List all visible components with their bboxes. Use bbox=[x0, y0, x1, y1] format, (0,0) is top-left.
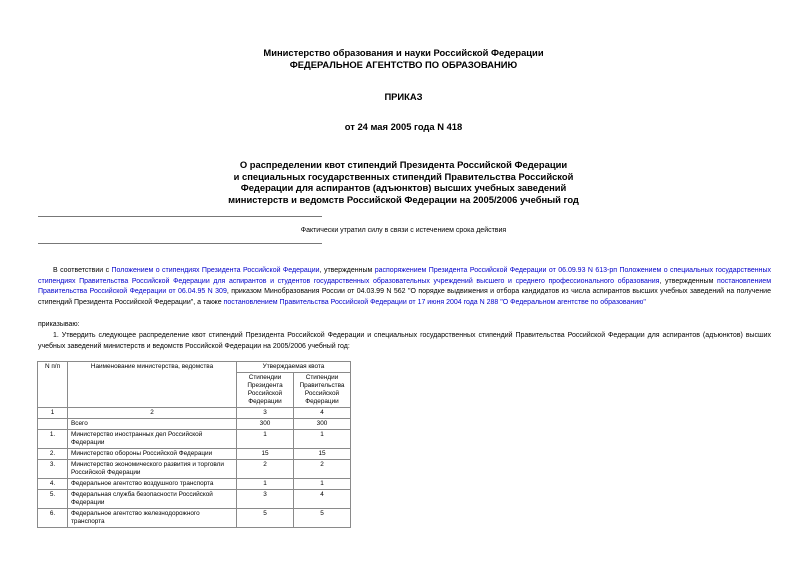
item-1-paragraph: 1. Утвердить следующее распределение квот стипендий Президента Российской Федерации и специальных государственных стипендий Правительства Российской Федерации для аспирантов (адъюнктов) высших учебных заведений министерств и ведомств Российской Федерации на 2005/2006 учебный год: bbox=[38, 332, 771, 350]
table-header-row bbox=[38, 362, 351, 373]
divider-bottom bbox=[38, 243, 322, 244]
header-num: N п/п bbox=[38, 362, 68, 408]
header-president-stipend: Стипендии Президента Российской Федерации bbox=[237, 373, 294, 408]
quota-table bbox=[37, 361, 351, 528]
preamble-text: , утвержденным bbox=[659, 277, 718, 285]
header-quota: Утверждаемая квота bbox=[237, 362, 351, 373]
row-government-value: 1 bbox=[294, 479, 351, 490]
link-government-decree-309[interactable]: постановлением Правительства Российской Федерации от 06.04.95 N 309 bbox=[38, 277, 772, 296]
row-president-value: 15 bbox=[237, 449, 294, 460]
row-president-value: 2 bbox=[237, 460, 294, 479]
row-number: 2. bbox=[38, 449, 68, 460]
table-row bbox=[38, 430, 351, 449]
divider-top bbox=[38, 216, 322, 217]
row-president-value: 5 bbox=[237, 509, 294, 528]
index-cell: 4 bbox=[294, 408, 351, 419]
table-row bbox=[38, 509, 351, 528]
table-row bbox=[38, 419, 351, 430]
row-name: Федеральная служба безопасности Российской Федерации bbox=[68, 490, 237, 509]
index-cell: 2 bbox=[68, 408, 237, 419]
link-president-regulation[interactable]: Положением о стипендиях Президента Российской Федерации bbox=[111, 267, 320, 274]
link-government-decree-288[interactable]: постановлением Правительства Российской Федерации от 17 июня 2004 года N 288 "О Федеральном агентстве по образованию" bbox=[223, 299, 646, 307]
row-government-value: 4 bbox=[294, 490, 351, 509]
header-name: Наименование министерства, ведомства bbox=[68, 362, 237, 408]
document-type: ПРИКАЗ bbox=[384, 91, 423, 102]
table-row bbox=[38, 490, 351, 509]
link-government-regulation[interactable]: Положением о специальных государственных стипендиях Правительства Российской Федерации для аспирантов и студентов государственных образовательных учреждений высшего и среднего профессионального образования bbox=[38, 267, 771, 285]
row-number: 6. bbox=[38, 509, 68, 528]
row-president-value: 1 bbox=[237, 479, 294, 490]
row-name: Всего bbox=[68, 419, 237, 430]
agency-name: ФЕДЕРАЛЬНОЕ АГЕНТСТВО ПО ОБРАЗОВАНИЮ bbox=[289, 58, 518, 70]
row-government-value: 2 bbox=[294, 460, 351, 479]
row-name: Министерство экономического развития и торговли Российской Федерации bbox=[68, 460, 237, 479]
row-president-value: 3 bbox=[237, 490, 294, 509]
link-president-order[interactable]: распоряжением Президента Российской Федерации от 06.09.93 N 613-рп bbox=[374, 267, 618, 274]
row-president-value: 1 bbox=[237, 430, 294, 449]
row-government-value: 300 bbox=[294, 419, 351, 430]
document-date: от 24 мая 2005 года N 418 bbox=[344, 121, 463, 132]
table-row bbox=[38, 479, 351, 490]
status-note: Фактически утратил силу в связи с истечением срока действия bbox=[300, 227, 507, 234]
index-cell: 1 bbox=[38, 408, 68, 419]
document-title bbox=[0, 159, 807, 205]
preamble-text: В соответствии с bbox=[53, 267, 112, 274]
preamble-text: , утвержденным bbox=[319, 267, 375, 274]
title-line: О распределении квот стипендий Президента Российской Федерации bbox=[239, 159, 568, 170]
row-government-value: 15 bbox=[294, 449, 351, 460]
title-line: министерств и ведомств Российской Федерации на 2005/2006 учебный год bbox=[228, 193, 579, 205]
title-line: Федерации для аспирантов (адъюнктов) высших учебных заведений bbox=[240, 182, 567, 194]
row-government-value: 5 bbox=[294, 509, 351, 528]
row-number: 5. bbox=[38, 490, 68, 509]
table-row bbox=[38, 449, 351, 460]
header-government-stipend: Стипендии Правительства Российской Федерации bbox=[294, 373, 351, 408]
preamble-text: , приказом Минобразования России от 04.03.99 N 562 "О порядке выдвижения и отбора кандидатов из числа аспирантов высших учебных заведений на получение стипендий Президента Российской Федерации", а также bbox=[38, 288, 771, 307]
row-number: 1. bbox=[38, 430, 68, 449]
row-name: Федеральное агентство воздушного транспорта bbox=[68, 479, 237, 490]
row-number: 4. bbox=[38, 479, 68, 490]
row-number bbox=[38, 419, 68, 430]
title-line: и специальных государственных стипендий Правительства Российской bbox=[233, 170, 574, 182]
row-name: Федеральное агентство железнодорожного транспорта bbox=[68, 509, 237, 528]
row-number: 3. bbox=[38, 460, 68, 479]
table-row bbox=[38, 460, 351, 479]
document-header bbox=[0, 47, 807, 70]
order-word: приказываю: bbox=[38, 321, 80, 328]
ministry-name: Министерство образования и науки Российской Федерации bbox=[263, 47, 544, 58]
row-name: Министерство иностранных дел Российской Федерации bbox=[68, 430, 237, 449]
index-cell: 3 bbox=[237, 408, 294, 419]
table-index-row bbox=[38, 408, 351, 419]
preamble-paragraph bbox=[38, 266, 771, 309]
row-government-value: 1 bbox=[294, 430, 351, 449]
row-name: Министерство обороны Российской Федерации bbox=[68, 449, 237, 460]
row-president-value: 300 bbox=[237, 419, 294, 430]
